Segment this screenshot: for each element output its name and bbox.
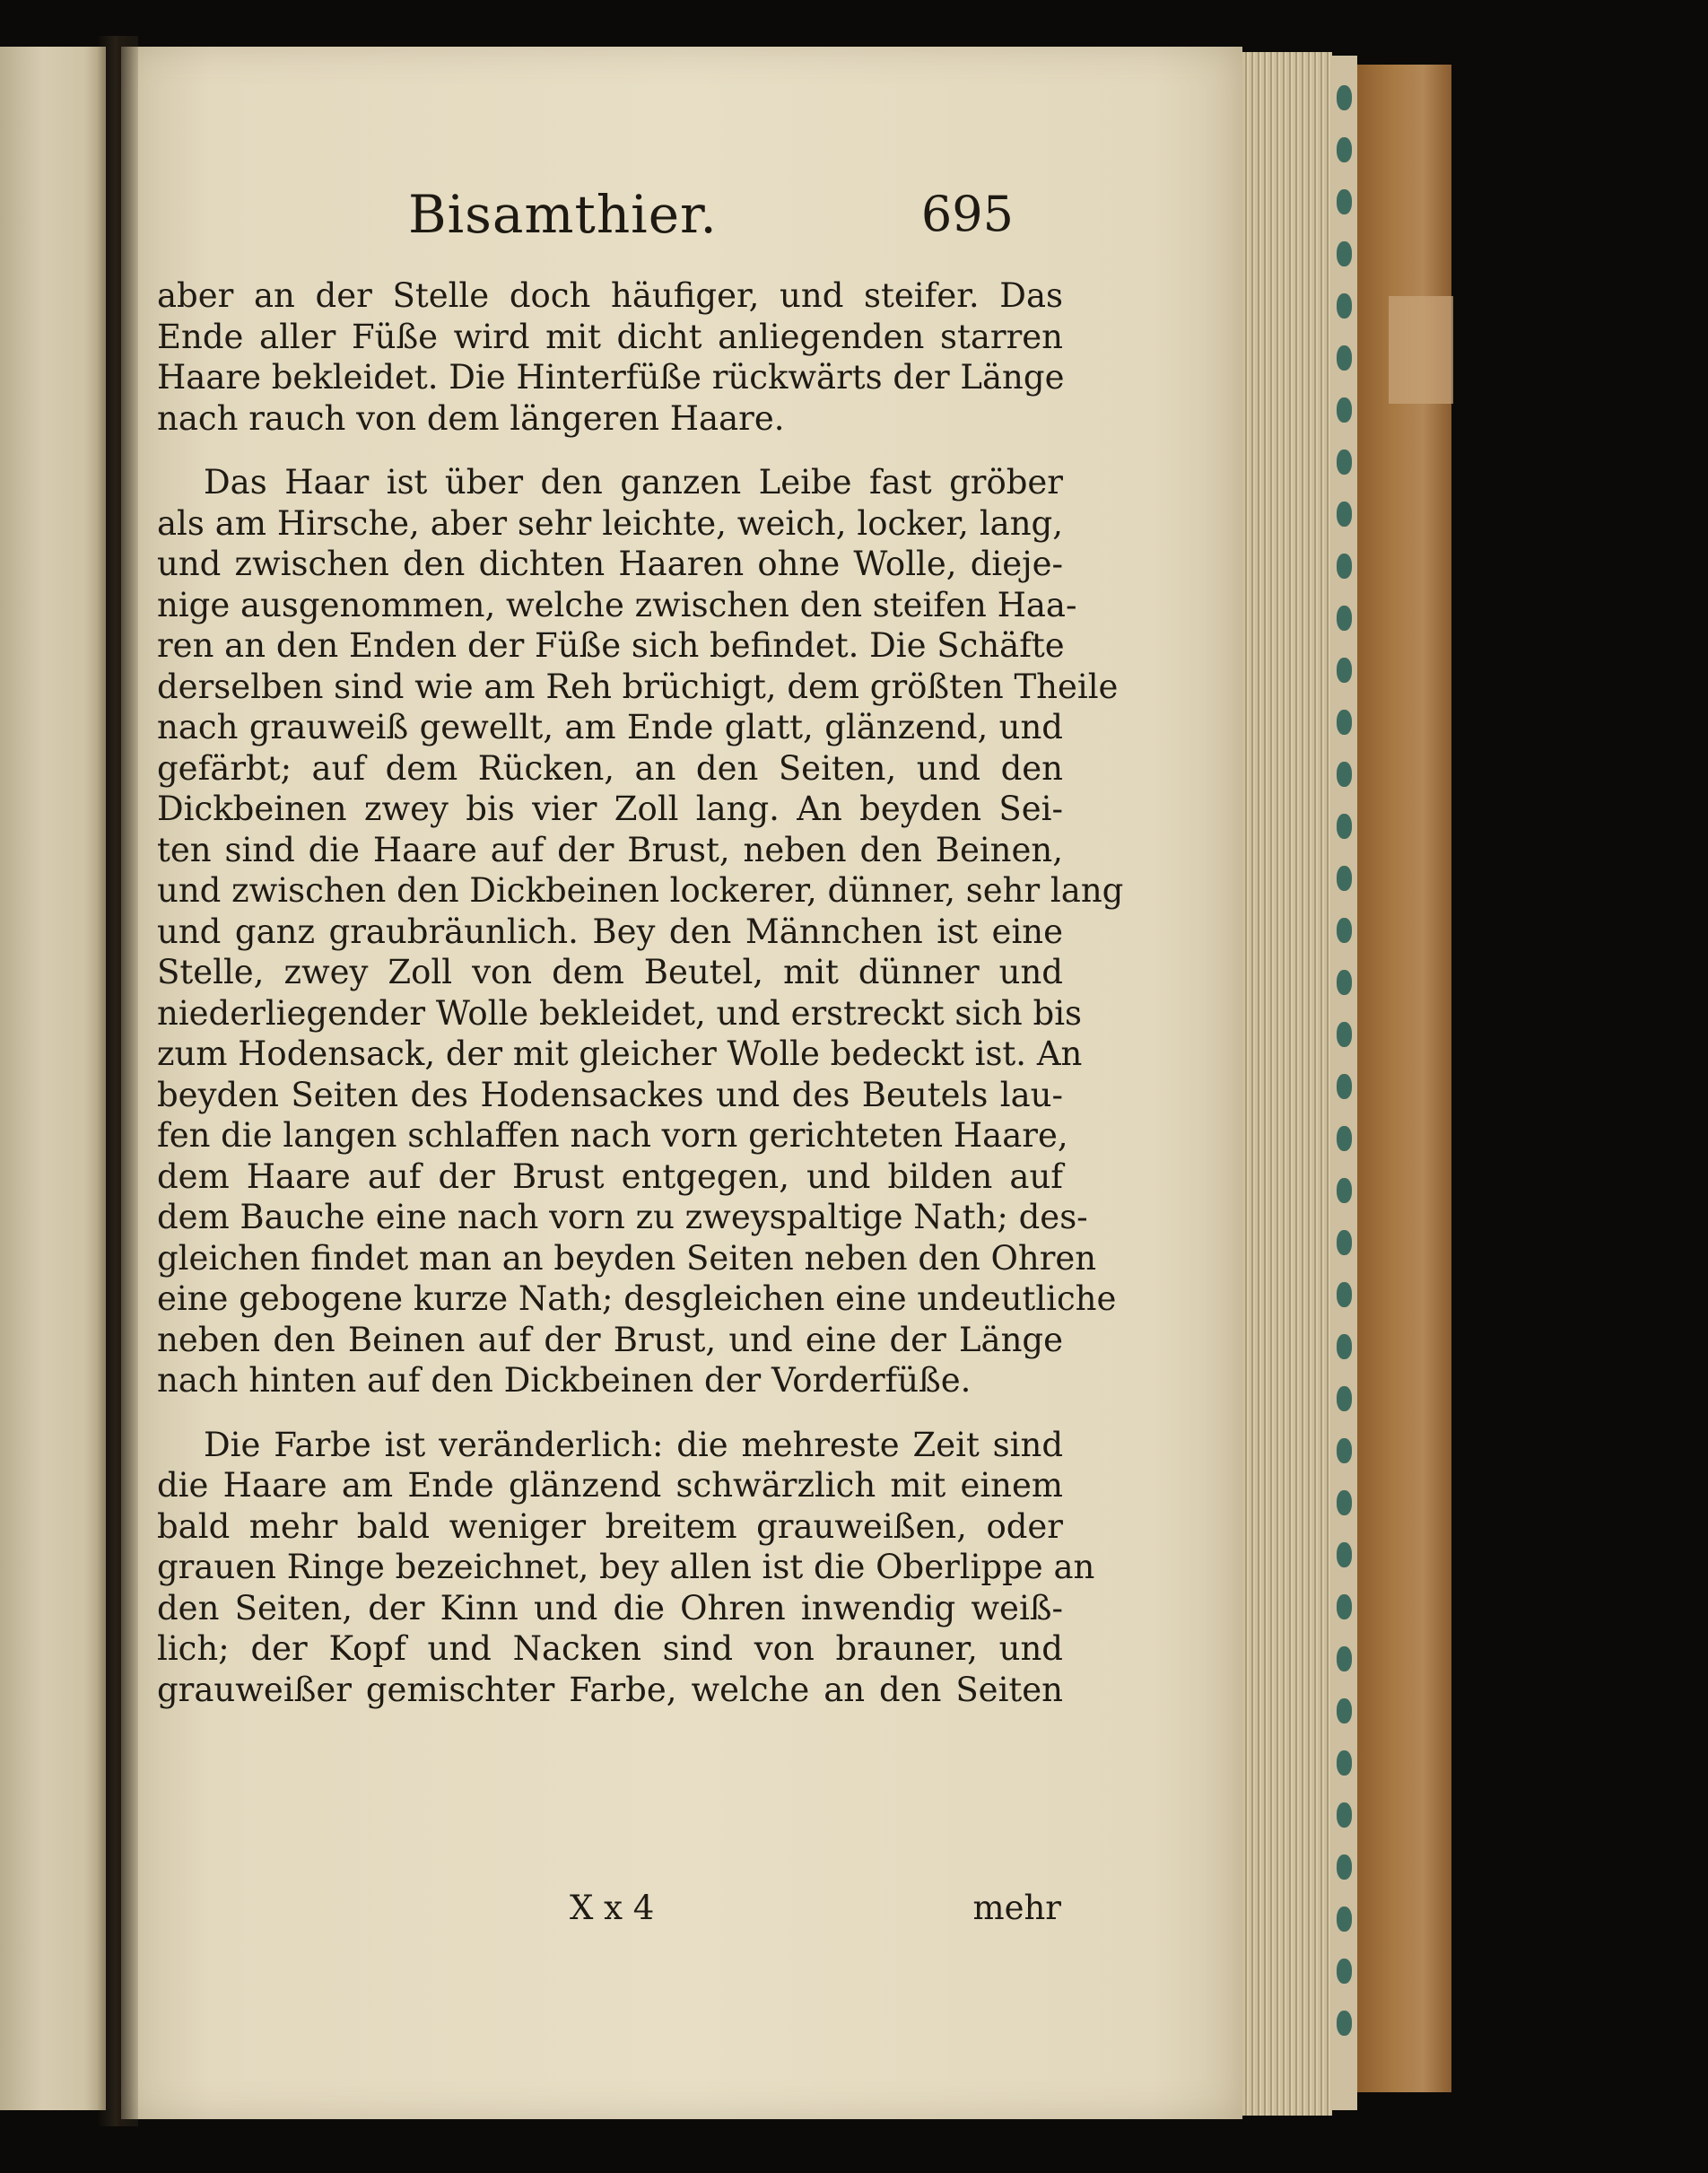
sprinkle-dot — [1337, 85, 1352, 110]
text-line: bald mehr bald weniger breitem grauweißen, oder — [157, 1506, 1063, 1546]
text-line: gleichen findet man an beyden Seiten neben den Ohren — [157, 1238, 1097, 1278]
text-line: niederliegender Wolle bekleidet, und erstreckt sich bis — [157, 993, 1083, 1033]
sprinkle-dot — [1337, 189, 1352, 214]
sprinkle-dot — [1337, 241, 1352, 266]
text-line: fen die langen schlaffen nach vorn gerichteten Haare, — [157, 1116, 1068, 1155]
text-line: den Seiten, der Kinn und die Ohren inwendig weiß- — [157, 1588, 1063, 1628]
text-line: grauen Ringe bezeichnet, bey allen ist die Oberlippe an — [157, 1548, 1095, 1586]
catchword: mehr — [972, 1889, 1061, 1927]
page-header — [408, 184, 1072, 256]
sprinkle-dot — [1337, 397, 1352, 423]
text-line: zum Hodensack, der mit gleicher Wolle bedeckt ist. An — [157, 1034, 1083, 1073]
sprinkle-dot — [1337, 1698, 1352, 1724]
text-line: Dickbeinen zwey bis vier Zoll lang. An beyden Sei- — [157, 790, 1063, 828]
sprinkle-dot — [1337, 1594, 1352, 1619]
text-line: gefärbt; auf dem Rücken, an den Seiten, und den — [157, 748, 1063, 788]
text-line: Das Haar ist über den ganzen Leibe fast gröber — [204, 463, 1063, 502]
sprinkle-dot — [1337, 814, 1352, 839]
sprinkle-dot — [1337, 1022, 1352, 1047]
sprinkle-dot — [1337, 1907, 1352, 1932]
sprinkle-dot — [1337, 1854, 1352, 1880]
text-line: ren an den Enden der Füße sich befindet. Die Schäfte — [157, 626, 1065, 665]
paragraph-gap — [157, 439, 1063, 462]
text-line: beyden Seiten des Hodensackes und des Beutels lau- — [157, 1075, 1063, 1114]
sprinkle-dot — [1337, 1334, 1352, 1359]
sprinkle-dot — [1337, 762, 1352, 787]
paragraph-gap — [157, 1401, 1063, 1425]
gutter-shadow — [97, 36, 138, 2126]
sprinkle-dot — [1337, 918, 1352, 943]
text-line: Die Farbe ist veränderlich: die mehreste Zeit sind — [204, 1425, 1063, 1464]
sprinkle-dot — [1337, 1959, 1352, 1984]
sprinkle-dot — [1337, 1386, 1352, 1411]
text-line: nach rauch von dem längeren Haare. — [157, 398, 785, 438]
text-line: nach hinten auf den Dickbeinen der Vorderfüße. — [157, 1361, 972, 1400]
text-line: die Haare am Ende glänzend schwärzlich mit einem — [157, 1466, 1063, 1505]
sprinkle-dot — [1337, 137, 1352, 162]
sprinkle-dot — [1337, 1750, 1352, 1776]
sprinkle-dot — [1337, 1126, 1352, 1151]
sprinkle-dot — [1337, 1178, 1352, 1203]
text-line: und zwischen den Dickbeinen lockerer, dünner, sehr lang — [157, 871, 1124, 910]
text-line: und zwischen den dichten Haaren ohne Wolle, dieje- — [157, 545, 1063, 583]
sprinkle-dot — [1337, 293, 1352, 319]
text-line: Stelle, zwey Zoll von dem Beutel, mit dünner und — [157, 953, 1063, 991]
page-footer — [157, 1889, 1061, 1933]
text-line: derselben sind wie am Reh brüchigt, dem größten Theile — [157, 667, 1119, 706]
text-line: grauweißer gemischter Farbe, welche an den Seiten — [157, 1670, 1063, 1709]
sprinkle-dot — [1337, 1438, 1352, 1463]
sprinkle-dot — [1337, 2011, 1352, 2036]
cover-wear — [1389, 296, 1453, 404]
text-line: und ganz graubräunlich. Bey den Männchen ist eine — [157, 912, 1063, 951]
sprinkle-dot — [1337, 1490, 1352, 1515]
sprinkle-dot — [1337, 1282, 1352, 1307]
text-line: ten sind die Haare auf der Brust, neben den Beinen, — [157, 830, 1063, 869]
text-line: als am Hirsche, aber sehr leichte, weich, locker, lang, — [157, 503, 1063, 543]
sprinkle-dot — [1337, 970, 1352, 995]
sprinkle-dot — [1337, 710, 1352, 735]
sprinkle-dot — [1337, 1646, 1352, 1671]
text-line: Ende aller Füße wird mit dicht anliegenden starren — [157, 317, 1063, 356]
text-line: nach grauweiß gewellt, am Ende glatt, glänzend, und — [157, 708, 1063, 746]
page-block-edges — [1242, 52, 1332, 2116]
text-line: lich; der Kopf und Nacken sind von brauner, und — [157, 1629, 1063, 1668]
signature-mark: X x 4 — [570, 1889, 655, 1927]
page-number: 695 — [920, 186, 1014, 242]
sprinkle-dot — [1337, 1074, 1352, 1099]
sprinkle-dot — [1337, 1802, 1352, 1828]
sprinkle-dot — [1337, 449, 1352, 475]
sprinkle-dot — [1337, 502, 1352, 527]
sprinkle-dot — [1337, 658, 1352, 683]
text-line: neben den Beinen auf der Brust, und eine der Länge — [157, 1320, 1063, 1359]
sprinkle-dot — [1337, 1230, 1352, 1255]
sprinkle-dot — [1337, 866, 1352, 891]
text-line: Haare bekleidet. Die Hinterfüße rückwärts der Länge — [157, 358, 1065, 397]
text-line: aber an der Stelle doch häufiger, und steifer. Das — [157, 276, 1063, 315]
sprinkle-dot — [1337, 554, 1352, 579]
sprinkle-dot — [1337, 345, 1352, 371]
running-head: Bisamthier. — [408, 184, 718, 245]
body-text — [157, 275, 1124, 1710]
text-line: dem Haare auf der Brust entgegen, und bilden auf — [157, 1156, 1063, 1196]
text-line: eine gebogene kurze Nath; desgleichen eine undeutliche — [157, 1279, 1117, 1318]
text-line: dem Bauche eine nach vorn zu zweyspaltige Nath; des- — [157, 1198, 1088, 1236]
sprinkle-dot — [1337, 606, 1352, 631]
text-line: nige ausgenommen, welche zwischen den steifen Haa- — [157, 585, 1077, 624]
sprinkle-dot — [1337, 1542, 1352, 1567]
facing-page-edge — [0, 47, 106, 2110]
